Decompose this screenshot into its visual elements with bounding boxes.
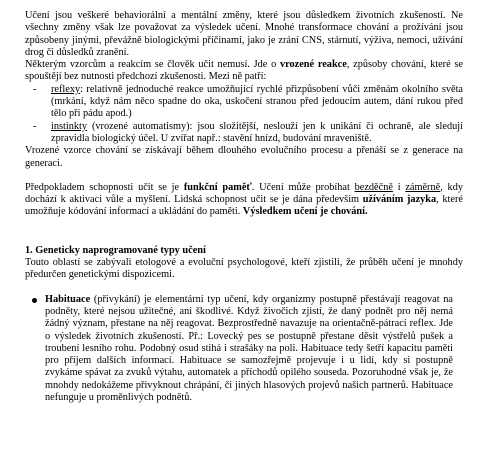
section-heading: 1. Geneticky naprogramované typy učení xyxy=(25,244,206,256)
memory-text-c: . Učení může probíhat xyxy=(251,181,355,193)
paragraph-memory xyxy=(25,182,463,219)
spacer xyxy=(25,282,463,294)
reflexes-term: reflexy xyxy=(51,83,81,95)
dash-marker: - xyxy=(33,120,37,132)
list-item xyxy=(25,84,463,121)
memory-text-e: i xyxy=(392,181,406,193)
innate-reactions-term: vrozené reakce xyxy=(279,59,347,71)
definition-text: Učení jsou veškeré behaviorální a mentální změny, které jsou důsledkem životních zkušeností. Ne všechny změny však lze považovat za výsledek učení. Mnohé transformace chování a prožívání jsou způsobeny jinými, převážně biologickými příčinami, jako je zrání CNS, stárnutí, výživa, nemoci, užívání drog či důsledků zranění. xyxy=(25,10,463,58)
paragraph-innate-patterns: Vrozené vzorce chování se získávají během dlouhého evolučního procesu a přenáší se z generace na generaci. xyxy=(25,145,463,169)
memory-text-a: Předpokladem schopnosti učit se je xyxy=(25,181,184,193)
innate-intro-pre: Některým vzorcům a reakcím se člověk učit nemusí. Jde o xyxy=(25,59,280,71)
habituation-term: Habituace xyxy=(45,293,91,305)
list-item xyxy=(25,121,463,146)
spacer xyxy=(25,170,463,182)
innate-reactions-list xyxy=(25,84,463,145)
instincts-term: instinkty xyxy=(51,120,88,132)
learning-types-list xyxy=(25,294,463,405)
language-use-term: užíváním jazyka xyxy=(362,194,437,206)
list-item xyxy=(25,294,463,405)
memory-text-i: , které umožňuje kódování informací a ukládání do paměti. xyxy=(25,194,463,218)
section-intro: Touto oblastí se zabývali etologové a evoluční psychologové, kteří zjistili, že průběh učení je mnohdy předurčen genetickými dispozicemi. xyxy=(25,257,463,281)
memory-text-g: , kdy dochází k aktivaci vůle a myšlení. Lidská schopnost učit se je dána především xyxy=(25,181,463,206)
innate-intro-post: , způsoby chování, které se spouštějí bez nutnosti předchozí zkušenosti. Mezi ně patří: xyxy=(25,59,463,83)
unintentional-term: bezděčně xyxy=(354,181,393,193)
instincts-text: (vrozené automatismy): jsou složitější, neslouží jen k unikání či ochraně, ale sledují zpravidla biologický účel. U zvířat např.: stavění hnízd, budování mraveniště. xyxy=(51,120,463,144)
habituation-text: (přivykání) je elementární typ učení, kdy organizmy postupně přestávají reagovat na podněty, které nejsou užitečné, ani škodlivé. Když živočich zjistí, že daný podnět pro něj nemá žádný význam, přestane na něj reagovat. Bezprostředně navazuje na orientačně-pátrací reflex. Jde o výsledek životních zkušeností. Př.: Lovecký pes se postupně přestane děsit výstřelů pušek a troubení lesního rohu. Podobný osud stihá i strašáky na poli. Habituace tedy šetří kapacitu paměti pro příjem dalších informací. Habituace se samozřejmě projevuje i u lidí, kdy si postupně zvykáme spávat za zvuků výtahu, automatek a příchodů opilého souseda. Pozoruhodné však je, že mnohdy nedokážeme přivyknout chrápání, či jiných hlasových projevů našich partnerů. Habituace nefunguje u proměnlivých podnětů. xyxy=(45,293,453,404)
bullet-marker xyxy=(32,298,37,303)
dash-marker: - xyxy=(33,83,37,95)
intentional-term: záměrně xyxy=(405,181,441,193)
learning-result-statement: Výsledkem učení je chování. xyxy=(242,206,368,218)
reflexes-text: : relativně jednoduché reakce umožňující rychlé přizpůsobení vůči změnám okolního světa (mrkání, když nám něco spadne do oka, uskočení stranou před jedoucím autem, dání rukou před tělo při pádu apod.) xyxy=(51,83,463,120)
paragraph-definition xyxy=(25,10,463,84)
spacer xyxy=(25,219,463,245)
functional-memory-term: funkční paměť xyxy=(183,181,252,193)
